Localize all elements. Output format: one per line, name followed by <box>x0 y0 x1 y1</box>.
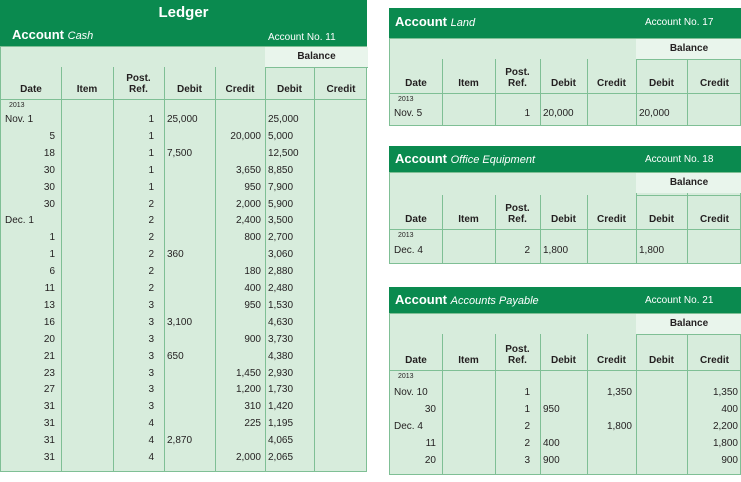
cash-row-post-ref: 4 <box>148 435 154 447</box>
payable-row-bal-credit: 2,200 <box>712 421 738 432</box>
payable-row-date: Nov. 10 <box>394 387 428 398</box>
payable-balance-underline <box>636 334 741 335</box>
land-header-item: Item <box>458 78 479 89</box>
office-header-post-ref: Post. Ref. <box>505 203 530 225</box>
cash-ledger-row <box>1 197 366 214</box>
cash-header-underline <box>1 99 366 100</box>
cash-ledger-row <box>1 416 366 433</box>
land-account-title <box>395 14 475 29</box>
land-header-band <box>389 8 741 38</box>
cash-row-bal-debit: 7,900 <box>268 181 294 193</box>
cash-row-post-ref: 1 <box>148 114 154 125</box>
cash-row-credit: 800 <box>244 232 261 244</box>
cash-row-credit: 950 <box>244 181 261 193</box>
payable-ledger-row <box>390 402 740 419</box>
office-balance-header: Balance <box>636 173 741 193</box>
cash-row-date: 6 <box>49 266 55 278</box>
cash-row-bal-debit: 1,530 <box>268 299 294 311</box>
cash-row-date: 21 <box>43 350 55 362</box>
office-account-name: Office Equipment <box>450 154 535 166</box>
cash-ledger-row <box>1 112 366 129</box>
cash-row-bal-debit: 5,900 <box>268 198 294 210</box>
cash-ledger-row <box>1 281 366 298</box>
payable-header-bal-credit: Credit <box>700 355 729 366</box>
cash-row-credit: 3,650 <box>235 164 261 176</box>
land-row-debit: 20,000 <box>543 108 574 119</box>
cash-row-post-ref: 3 <box>148 350 154 362</box>
cash-row-bal-debit: 4,065 <box>268 435 294 447</box>
cash-row-post-ref: 2 <box>148 266 154 278</box>
office-account-number: Account No. 18 <box>645 154 714 165</box>
cash-row-post-ref: 2 <box>148 215 154 227</box>
cash-row-post-ref: 1 <box>148 181 154 193</box>
payable-ledger-row <box>390 419 740 436</box>
cash-header-date: Date <box>20 84 42 95</box>
land-balance-header: Balance <box>636 39 741 59</box>
cash-header-post-ref: Post. Ref. <box>126 73 151 95</box>
cash-row-bal-debit: 1,730 <box>268 384 294 396</box>
cash-row-credit: 2,000 <box>235 198 261 210</box>
land-ledger-table <box>389 38 741 126</box>
cash-row-credit: 20,000 <box>230 130 261 142</box>
cash-ledger-row <box>1 230 366 247</box>
payable-account-name: Accounts Payable <box>450 295 539 307</box>
cash-ledger-row <box>1 382 366 399</box>
cash-row-credit: 2,400 <box>235 215 261 227</box>
land-header-underline <box>390 93 740 94</box>
office-header-date: Date <box>405 214 427 225</box>
cash-row-bal-debit: 3,730 <box>268 333 294 345</box>
payable-ledger-row <box>390 453 740 470</box>
cash-row-date: 16 <box>43 316 55 328</box>
payable-row-credit: 1,800 <box>606 421 632 432</box>
cash-row-bal-debit: 4,380 <box>268 350 294 362</box>
office-year: 2013 <box>398 232 414 239</box>
land-account-label: Account <box>395 14 447 29</box>
cash-row-date: Nov. 1 <box>5 114 34 125</box>
cash-row-bal-debit: 12,500 <box>268 147 299 159</box>
office-row-debit: 1,800 <box>543 245 569 256</box>
cash-row-bal-debit: 25,000 <box>268 114 299 125</box>
cash-account-name: Cash <box>67 30 94 42</box>
payable-header-post-ref: Post. Ref. <box>505 344 530 366</box>
cash-ledger-row <box>1 349 366 366</box>
cash-row-date: 18 <box>43 147 55 159</box>
cash-row-post-ref: 3 <box>148 401 154 413</box>
cash-ledger-row <box>1 264 366 281</box>
payable-row-bal-credit: 1,350 <box>712 387 738 398</box>
payable-account-number: Account No. 21 <box>645 295 714 306</box>
cash-row-date: 23 <box>43 367 55 379</box>
cash-row-date: 31 <box>43 435 55 447</box>
cash-header-bal-credit: Credit <box>326 84 356 95</box>
payable-balance-header: Balance <box>636 314 741 334</box>
cash-ledger-row <box>1 450 366 467</box>
payable-header-debit: Debit <box>551 355 576 366</box>
land-header-debit: Debit <box>551 78 576 89</box>
cash-account-label: Account <box>12 27 64 42</box>
cash-row-bal-debit: 8,850 <box>268 164 294 176</box>
cash-row-credit: 900 <box>244 333 261 345</box>
payable-row-credit: 1,350 <box>606 387 632 398</box>
cash-header-debit: Debit <box>177 84 202 95</box>
payable-header-underline <box>390 370 740 371</box>
payable-row-post-ref: 1 <box>524 387 530 398</box>
land-row-post-ref: 1 <box>524 108 530 119</box>
office-header-underline <box>390 229 740 230</box>
cash-row-date: 13 <box>43 299 55 311</box>
cash-row-date: 20 <box>43 333 55 345</box>
payable-header-date: Date <box>405 355 427 366</box>
cash-row-bal-debit: 5,000 <box>268 130 294 142</box>
cash-row-credit: 310 <box>244 401 261 413</box>
cash-row-credit: 1,200 <box>235 384 261 396</box>
cash-row-date: 30 <box>43 198 55 210</box>
cash-row-date: 1 <box>49 232 55 244</box>
office-row-date: Dec. 4 <box>394 245 423 256</box>
cash-row-debit: 650 <box>167 350 184 362</box>
cash-year: 2013 <box>9 102 25 109</box>
land-year: 2013 <box>398 96 414 103</box>
cash-row-debit: 360 <box>167 249 184 261</box>
payable-account-title <box>395 292 539 307</box>
cash-row-post-ref: 1 <box>148 164 154 176</box>
cash-ledger-row <box>1 213 366 230</box>
cash-ledger-table <box>0 46 367 472</box>
cash-account-title <box>12 27 93 42</box>
cash-row-debit: 3,100 <box>167 316 193 328</box>
cash-ledger-row <box>1 146 366 163</box>
payable-row-bal-credit: 900 <box>721 455 738 466</box>
cash-row-bal-debit: 2,930 <box>268 367 294 379</box>
cash-ledger-row <box>1 180 366 197</box>
cash-row-post-ref: 4 <box>148 452 154 463</box>
cash-row-post-ref: 1 <box>148 147 154 159</box>
cash-row-date: 31 <box>43 452 55 463</box>
cash-row-post-ref: 3 <box>148 384 154 396</box>
payable-row-bal-credit: 400 <box>721 404 738 415</box>
cash-row-date: Dec. 1 <box>5 215 34 227</box>
payable-row-post-ref: 2 <box>524 421 530 432</box>
land-row-date: Nov. 5 <box>394 108 423 119</box>
cash-ledger-row <box>1 163 366 180</box>
office-balance-underline <box>636 195 741 196</box>
cash-row-post-ref: 3 <box>148 367 154 379</box>
land-balance-underline <box>636 59 741 60</box>
cash-ledger-row <box>1 129 366 146</box>
cash-ledger-row <box>1 433 366 450</box>
cash-row-bal-debit: 1,195 <box>268 418 294 430</box>
cash-row-credit: 950 <box>244 299 261 311</box>
cash-ledger-row <box>1 399 366 416</box>
cash-row-bal-debit: 2,065 <box>268 452 294 463</box>
payable-header-credit: Credit <box>597 355 626 366</box>
payable-year: 2013 <box>398 373 414 380</box>
cash-header-bal-debit: Debit <box>277 84 302 95</box>
cash-row-bal-debit: 1,420 <box>268 401 294 413</box>
cash-ledger-row <box>1 247 366 264</box>
cash-row-date: 30 <box>43 164 55 176</box>
cash-row-date: 31 <box>43 401 55 413</box>
office-ledger-row <box>390 243 740 259</box>
land-header-credit: Credit <box>597 78 626 89</box>
payable-row-debit: 900 <box>543 455 560 466</box>
cash-ledger-row <box>1 366 366 383</box>
cash-row-post-ref: 2 <box>148 283 154 294</box>
cash-row-post-ref: 1 <box>148 130 154 142</box>
office-ledger-table <box>389 172 741 264</box>
land-header-date: Date <box>405 78 427 89</box>
cash-header-band <box>0 0 367 46</box>
land-header-bal-debit: Debit <box>649 78 674 89</box>
office-header-band <box>389 146 741 172</box>
cash-row-date: 30 <box>43 181 55 193</box>
office-account-label: Account <box>395 151 447 166</box>
cash-row-bal-debit: 3,500 <box>268 215 294 227</box>
cash-ledger-row <box>1 298 366 315</box>
cash-row-date: 5 <box>49 130 55 142</box>
cash-row-credit: 1,450 <box>235 367 261 379</box>
payable-row-bal-credit: 1,800 <box>712 438 738 449</box>
cash-ledger-row <box>1 315 366 332</box>
office-account-title <box>395 151 535 166</box>
payable-row-date: 11 <box>425 438 436 449</box>
land-row-bal-debit: 20,000 <box>639 108 670 119</box>
payable-row-post-ref: 1 <box>524 404 530 415</box>
payable-ledger-row <box>390 436 740 453</box>
cash-row-date: 11 <box>44 283 55 294</box>
payable-row-date: Dec. 4 <box>394 421 423 432</box>
cash-row-bal-debit: 3,060 <box>268 249 294 261</box>
cash-row-credit: 400 <box>244 283 261 294</box>
cash-row-date: 27 <box>43 384 55 396</box>
cash-row-bal-debit: 4,630 <box>268 316 294 328</box>
cash-row-bal-debit: 2,480 <box>268 283 294 294</box>
cash-row-date: 1 <box>49 249 55 261</box>
cash-row-post-ref: 3 <box>148 316 154 328</box>
land-ledger-row <box>390 106 740 122</box>
cash-row-post-ref: 4 <box>148 418 154 430</box>
cash-row-post-ref: 2 <box>148 232 154 244</box>
ledger-title: Ledger <box>158 4 209 21</box>
cash-header-credit: Credit <box>225 84 255 95</box>
cash-header-item: Item <box>76 84 98 95</box>
payable-header-bal-debit: Debit <box>649 355 674 366</box>
cash-balance-underline <box>265 67 368 68</box>
payable-header-band <box>389 287 741 313</box>
office-header-bal-credit: Credit <box>700 214 729 225</box>
cash-row-bal-debit: 2,880 <box>268 266 294 278</box>
payable-header-item: Item <box>458 355 479 366</box>
payable-row-post-ref: 2 <box>524 438 530 449</box>
cash-row-post-ref: 2 <box>148 198 154 210</box>
land-account-number: Account No. 17 <box>645 17 714 28</box>
land-header-bal-credit: Credit <box>700 78 729 89</box>
cash-balance-header: Balance <box>265 47 368 67</box>
cash-row-debit: 25,000 <box>167 114 198 125</box>
cash-row-post-ref: 3 <box>148 333 154 345</box>
office-row-post-ref: 2 <box>524 245 530 256</box>
payable-ledger-table <box>389 313 741 475</box>
cash-row-debit: 2,870 <box>167 435 193 447</box>
cash-account-number: Account No. 11 <box>268 32 336 43</box>
land-account-name: Land <box>450 17 476 29</box>
payable-row-debit: 400 <box>543 438 560 449</box>
office-header-debit: Debit <box>551 214 576 225</box>
cash-row-credit: 180 <box>244 266 261 278</box>
office-header-item: Item <box>458 214 479 225</box>
payable-account-label: Account <box>395 292 447 307</box>
office-row-bal-debit: 1,800 <box>639 245 665 256</box>
cash-row-credit: 225 <box>244 418 261 430</box>
cash-row-bal-debit: 2,700 <box>268 232 294 244</box>
payable-row-debit: 950 <box>543 404 560 415</box>
cash-row-debit: 7,500 <box>167 147 193 159</box>
office-header-credit: Credit <box>597 214 626 225</box>
cash-row-date: 31 <box>43 418 55 430</box>
office-header-bal-debit: Debit <box>649 214 674 225</box>
payable-row-date: 20 <box>424 455 436 466</box>
payable-ledger-row <box>390 385 740 402</box>
payable-row-post-ref: 3 <box>524 455 530 466</box>
cash-row-post-ref: 2 <box>148 249 154 261</box>
cash-ledger-row <box>1 332 366 349</box>
land-header-post-ref: Post. Ref. <box>505 67 530 89</box>
payable-row-date: 30 <box>424 404 436 415</box>
cash-row-credit: 2,000 <box>235 452 261 463</box>
cash-row-post-ref: 3 <box>148 299 154 311</box>
